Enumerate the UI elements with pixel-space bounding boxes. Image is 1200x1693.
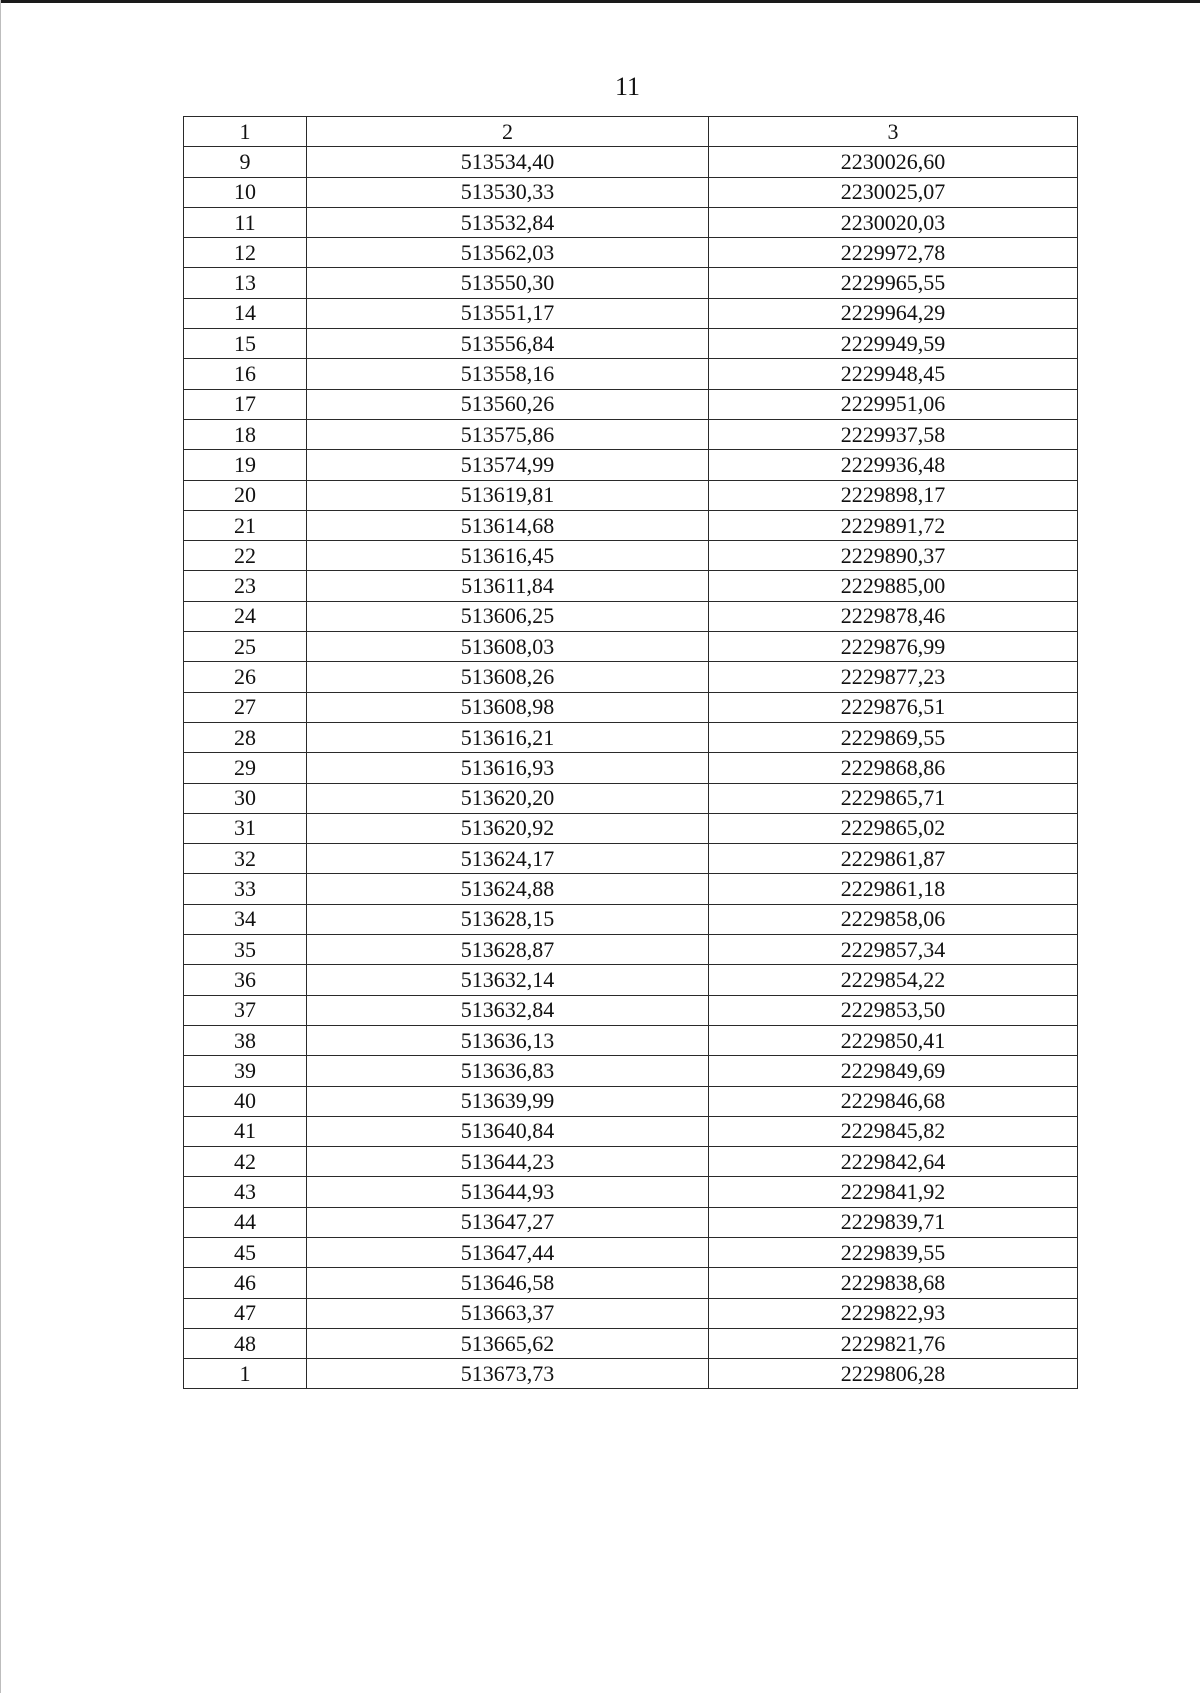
x-coordinate-cell: 513616,21	[307, 722, 709, 752]
y-coordinate-cell: 2230025,07	[709, 177, 1078, 207]
point-number-cell: 29	[184, 753, 307, 783]
point-number-cell: 40	[184, 1086, 307, 1116]
point-number-cell: 28	[184, 722, 307, 752]
table-row	[184, 1025, 1078, 1055]
x-coordinate-cell: 513550,30	[307, 268, 709, 298]
point-number-cell: 22	[184, 541, 307, 571]
coordinates-table	[183, 116, 1078, 1389]
y-coordinate-cell: 2230026,60	[709, 147, 1078, 177]
point-number-cell: 42	[184, 1147, 307, 1177]
y-coordinate-cell: 2229838,68	[709, 1268, 1078, 1298]
table-row	[184, 783, 1078, 813]
table-row	[184, 359, 1078, 389]
x-coordinate-cell: 513611,84	[307, 571, 709, 601]
table-row	[184, 147, 1078, 177]
y-coordinate-cell: 2229839,55	[709, 1237, 1078, 1267]
y-coordinate-cell: 2229861,18	[709, 874, 1078, 904]
x-coordinate-cell: 513608,03	[307, 632, 709, 662]
y-coordinate-cell: 2229878,46	[709, 601, 1078, 631]
x-coordinate-cell: 513628,15	[307, 904, 709, 934]
y-coordinate-cell: 2229846,68	[709, 1086, 1078, 1116]
x-coordinate-cell: 513616,93	[307, 753, 709, 783]
x-coordinate-cell: 513574,99	[307, 450, 709, 480]
table-row	[184, 1207, 1078, 1237]
y-coordinate-cell: 2229857,34	[709, 935, 1078, 965]
point-number-cell: 36	[184, 965, 307, 995]
x-coordinate-cell: 513639,99	[307, 1086, 709, 1116]
header-col-2: 2	[307, 117, 709, 147]
table-row	[184, 268, 1078, 298]
point-number-cell: 31	[184, 813, 307, 843]
y-coordinate-cell: 2229868,86	[709, 753, 1078, 783]
point-number-cell: 1	[184, 1359, 307, 1389]
table-row	[184, 1086, 1078, 1116]
table-row	[184, 1298, 1078, 1328]
y-coordinate-cell: 2229948,45	[709, 359, 1078, 389]
point-number-cell: 35	[184, 935, 307, 965]
point-number-cell: 32	[184, 844, 307, 874]
point-number-cell: 20	[184, 480, 307, 510]
table-body	[184, 147, 1078, 1389]
y-coordinate-cell: 2229972,78	[709, 238, 1078, 268]
y-coordinate-cell: 2229842,64	[709, 1147, 1078, 1177]
y-coordinate-cell: 2229853,50	[709, 995, 1078, 1025]
x-coordinate-cell: 513640,84	[307, 1116, 709, 1146]
point-number-cell: 33	[184, 874, 307, 904]
table-row	[184, 1237, 1078, 1267]
x-coordinate-cell: 513673,73	[307, 1359, 709, 1389]
x-coordinate-cell: 513575,86	[307, 419, 709, 449]
table-row	[184, 601, 1078, 631]
x-coordinate-cell: 513558,16	[307, 359, 709, 389]
x-coordinate-cell: 513644,23	[307, 1147, 709, 1177]
y-coordinate-cell: 2229854,22	[709, 965, 1078, 995]
table-row	[184, 632, 1078, 662]
y-coordinate-cell: 2229839,71	[709, 1207, 1078, 1237]
point-number-cell: 27	[184, 692, 307, 722]
table-row	[184, 935, 1078, 965]
y-coordinate-cell: 2229885,00	[709, 571, 1078, 601]
point-number-cell: 39	[184, 1056, 307, 1086]
table-header	[184, 117, 1078, 147]
x-coordinate-cell: 513608,98	[307, 692, 709, 722]
point-number-cell: 46	[184, 1268, 307, 1298]
y-coordinate-cell: 2229964,29	[709, 298, 1078, 328]
y-coordinate-cell: 2229841,92	[709, 1177, 1078, 1207]
table-row	[184, 965, 1078, 995]
y-coordinate-cell: 2229891,72	[709, 510, 1078, 540]
table-row	[184, 904, 1078, 934]
table-row	[184, 1147, 1078, 1177]
table-row	[184, 1359, 1078, 1389]
point-number-cell: 18	[184, 419, 307, 449]
table-row	[184, 1116, 1078, 1146]
x-coordinate-cell: 513534,40	[307, 147, 709, 177]
x-coordinate-cell: 513647,27	[307, 1207, 709, 1237]
table-row	[184, 450, 1078, 480]
x-coordinate-cell: 513628,87	[307, 935, 709, 965]
y-coordinate-cell: 2229865,71	[709, 783, 1078, 813]
table-row	[184, 1056, 1078, 1086]
y-coordinate-cell: 2229876,99	[709, 632, 1078, 662]
point-number-cell: 44	[184, 1207, 307, 1237]
point-number-cell: 21	[184, 510, 307, 540]
header-col-3: 3	[709, 117, 1078, 147]
y-coordinate-cell: 2229890,37	[709, 541, 1078, 571]
table-row	[184, 238, 1078, 268]
table-row	[184, 813, 1078, 843]
y-coordinate-cell: 2229850,41	[709, 1025, 1078, 1055]
y-coordinate-cell: 2229937,58	[709, 419, 1078, 449]
table-row	[184, 541, 1078, 571]
table-row	[184, 329, 1078, 359]
point-number-cell: 14	[184, 298, 307, 328]
table-row	[184, 510, 1078, 540]
scan-edge-left	[0, 0, 1, 1693]
point-number-cell: 10	[184, 177, 307, 207]
x-coordinate-cell: 513608,26	[307, 662, 709, 692]
scan-edge-top	[0, 0, 1200, 3]
y-coordinate-cell: 2229806,28	[709, 1359, 1078, 1389]
table-row	[184, 874, 1078, 904]
y-coordinate-cell: 2229869,55	[709, 722, 1078, 752]
point-number-cell: 37	[184, 995, 307, 1025]
table-row	[184, 1328, 1078, 1358]
table-row	[184, 662, 1078, 692]
table-row	[184, 298, 1078, 328]
point-number-cell: 13	[184, 268, 307, 298]
y-coordinate-cell: 2229965,55	[709, 268, 1078, 298]
header-row	[184, 117, 1078, 147]
point-number-cell: 30	[184, 783, 307, 813]
table-row	[184, 571, 1078, 601]
x-coordinate-cell: 513644,93	[307, 1177, 709, 1207]
x-coordinate-cell: 513620,92	[307, 813, 709, 843]
table-row	[184, 844, 1078, 874]
x-coordinate-cell: 513663,37	[307, 1298, 709, 1328]
x-coordinate-cell: 513624,88	[307, 874, 709, 904]
table-row	[184, 177, 1078, 207]
point-number-cell: 23	[184, 571, 307, 601]
point-number-cell: 16	[184, 359, 307, 389]
point-number-cell: 11	[184, 207, 307, 237]
y-coordinate-cell: 2229876,51	[709, 692, 1078, 722]
x-coordinate-cell: 513562,03	[307, 238, 709, 268]
point-number-cell: 9	[184, 147, 307, 177]
point-number-cell: 15	[184, 329, 307, 359]
y-coordinate-cell: 2229949,59	[709, 329, 1078, 359]
point-number-cell: 19	[184, 450, 307, 480]
point-number-cell: 41	[184, 1116, 307, 1146]
x-coordinate-cell: 513530,33	[307, 177, 709, 207]
y-coordinate-cell: 2229821,76	[709, 1328, 1078, 1358]
point-number-cell: 45	[184, 1237, 307, 1267]
y-coordinate-cell: 2229877,23	[709, 662, 1078, 692]
y-coordinate-cell: 2229951,06	[709, 389, 1078, 419]
point-number-cell: 17	[184, 389, 307, 419]
point-number-cell: 26	[184, 662, 307, 692]
table-row	[184, 207, 1078, 237]
x-coordinate-cell: 513632,84	[307, 995, 709, 1025]
table-row	[184, 692, 1078, 722]
x-coordinate-cell: 513551,17	[307, 298, 709, 328]
table-row	[184, 722, 1078, 752]
y-coordinate-cell: 2229845,82	[709, 1116, 1078, 1146]
x-coordinate-cell: 513616,45	[307, 541, 709, 571]
y-coordinate-cell: 2229898,17	[709, 480, 1078, 510]
y-coordinate-cell: 2229849,69	[709, 1056, 1078, 1086]
point-number-cell: 25	[184, 632, 307, 662]
x-coordinate-cell: 513560,26	[307, 389, 709, 419]
table-row	[184, 995, 1078, 1025]
point-number-cell: 12	[184, 238, 307, 268]
header-col-1: 1	[184, 117, 307, 147]
x-coordinate-cell: 513665,62	[307, 1328, 709, 1358]
table-row	[184, 1177, 1078, 1207]
x-coordinate-cell: 513624,17	[307, 844, 709, 874]
y-coordinate-cell: 2229861,87	[709, 844, 1078, 874]
point-number-cell: 43	[184, 1177, 307, 1207]
x-coordinate-cell: 513647,44	[307, 1237, 709, 1267]
y-coordinate-cell: 2229822,93	[709, 1298, 1078, 1328]
x-coordinate-cell: 513556,84	[307, 329, 709, 359]
table-row	[184, 480, 1078, 510]
point-number-cell: 24	[184, 601, 307, 631]
point-number-cell: 48	[184, 1328, 307, 1358]
table-row	[184, 389, 1078, 419]
x-coordinate-cell: 513636,83	[307, 1056, 709, 1086]
x-coordinate-cell: 513619,81	[307, 480, 709, 510]
point-number-cell: 38	[184, 1025, 307, 1055]
x-coordinate-cell: 513636,13	[307, 1025, 709, 1055]
x-coordinate-cell: 513532,84	[307, 207, 709, 237]
table-row	[184, 753, 1078, 783]
table-row	[184, 419, 1078, 449]
x-coordinate-cell: 513632,14	[307, 965, 709, 995]
x-coordinate-cell: 513620,20	[307, 783, 709, 813]
page-number: 11	[614, 72, 641, 101]
x-coordinate-cell: 513606,25	[307, 601, 709, 631]
table-row	[184, 1268, 1078, 1298]
x-coordinate-cell: 513614,68	[307, 510, 709, 540]
y-coordinate-cell: 2230020,03	[709, 207, 1078, 237]
point-number-cell: 47	[184, 1298, 307, 1328]
point-number-cell: 34	[184, 904, 307, 934]
y-coordinate-cell: 2229858,06	[709, 904, 1078, 934]
y-coordinate-cell: 2229936,48	[709, 450, 1078, 480]
y-coordinate-cell: 2229865,02	[709, 813, 1078, 843]
x-coordinate-cell: 513646,58	[307, 1268, 709, 1298]
